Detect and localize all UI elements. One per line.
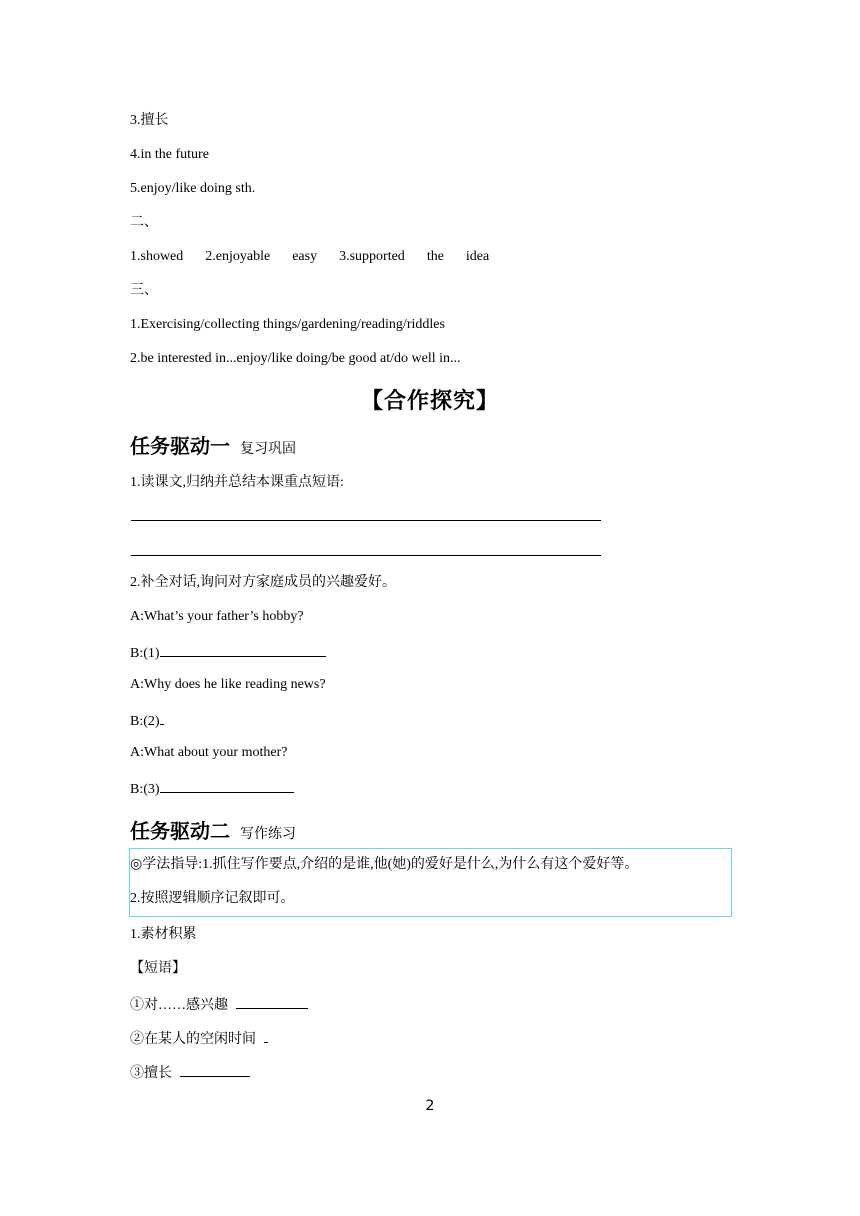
phrase-1 [130,994,308,1015]
blank-6[interactable] [180,1062,250,1077]
answer-rule-1[interactable] [131,520,601,521]
dialog-line-4 [130,710,164,731]
dialog-line-2 [130,642,326,663]
answer-rule-2[interactable] [131,555,601,556]
answer-word: easy [292,249,318,264]
section-3-answer-1: 1.Exercising/collecting things/gardening/reading/riddles [130,317,445,332]
phrase-text: ③擅长 [130,1066,172,1081]
blank-4[interactable] [236,994,308,1009]
phrase-text: ①对……感兴趣 [130,998,228,1013]
section-2-answers [130,248,511,266]
dialog-line-1: A:What’s your father’s hobby? [130,609,304,624]
blank-3[interactable] [160,778,294,793]
dialog-prefix: B:(2) [130,714,160,729]
phrase-3 [130,1062,250,1083]
page-number: 2 [425,1098,435,1114]
dialog-line-6 [130,778,294,799]
answer-word: idea [465,249,490,264]
tip-line-2: 2.按照逻辑顺序记叙即可。 [130,891,295,906]
task-2-subtitle: 写作练习 [240,827,296,842]
answer-4: 4.in the future [130,147,209,162]
task-2-heading [130,815,296,844]
material-heading: 1.素材积累 [130,927,197,942]
task-1-question-2: 2.补全对话,询问对方家庭成员的兴趣爱好。 [130,575,396,590]
task-1-subtitle: 复习巩固 [240,442,296,457]
task-1-title: 任务驱动一 [130,434,230,458]
dialog-line-5: A:What about your mother? [130,745,288,760]
dialog-prefix: B:(3) [130,782,160,797]
answer-5: 5.enjoy/like doing sth. [130,181,256,196]
blank-1[interactable] [160,642,326,657]
tip-line-1: ◎学法指导:1.抓住写作要点,介绍的是谁,他(她)的爱好是什么,为什么有这个爱好等。 [130,857,639,872]
phrase-heading: 【短语】 [130,961,186,976]
section-heading: 【合作探究】 [360,389,499,414]
phrase-text: ②在某人的空闲时间 [130,1032,256,1047]
answer-word: 2.enjoyable [205,249,271,264]
section-3-answer-2: 2.be interested in...enjoy/like doing/be good at/do well in... [130,351,461,366]
blank-5[interactable] [264,1028,268,1043]
answer-word: the [426,249,444,264]
dialog-prefix: B:(1) [130,646,160,661]
blank-2[interactable] [160,710,164,725]
task-1-question-1: 1.读课文,归纳并总结本课重点短语: [130,475,344,490]
answer-3: 3.擅长 [130,113,169,128]
phrase-2 [130,1028,268,1049]
dialog-line-3: A:Why does he like reading news? [130,677,326,692]
answer-word: 3.supported [339,249,405,264]
answer-word: 1.showed [130,249,184,264]
task-1-heading [130,430,296,459]
section-3-label: 三、 [130,283,158,298]
section-2-label: 二、 [130,215,158,230]
task-2-title: 任务驱动二 [130,819,230,843]
